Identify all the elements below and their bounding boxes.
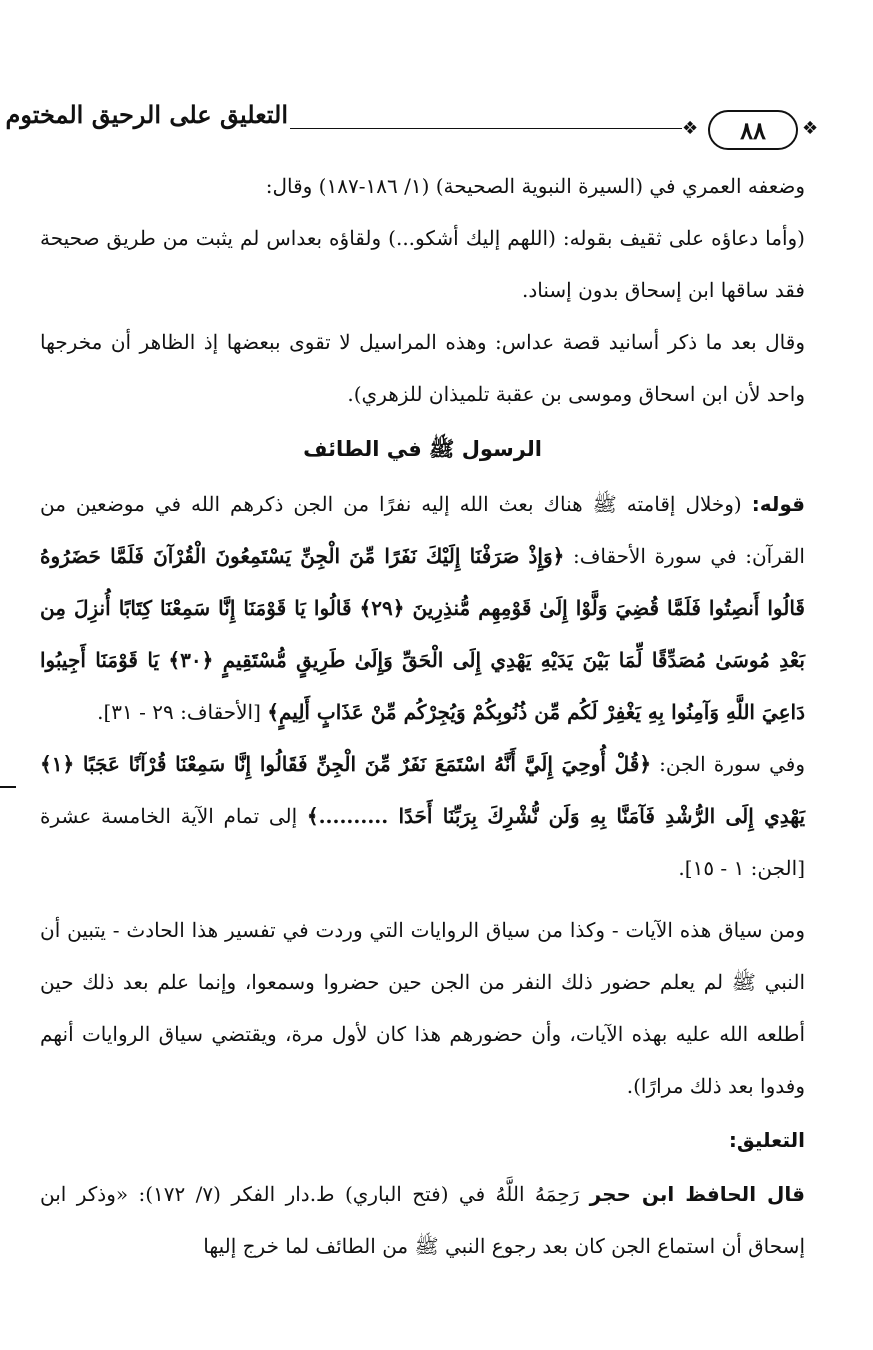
paragraph-7 bbox=[40, 1168, 805, 1272]
page-header bbox=[5, 92, 820, 154]
paragraph-1: وضعفه العمري في (السيرة النبوية الصحيحة) (١/ ١٨٦-١٨٧) وقال: bbox=[265, 174, 805, 198]
paragraph-5 bbox=[40, 738, 805, 894]
ornament-right-icon: ❖ bbox=[802, 118, 819, 139]
quran-verse-jinn: ﴿قُلْ أُوحِيَ إِلَيَّ أَنَّهُ اسْتَمَعَ نَفَرٌ مِّنَ الْجِنِّ فَقَالُوا إِنَّا سَمِعْنَا قُرْآنًا عَجَبًا ﴿١﴾ يَهْدِي إِلَى الرُّشْدِ فَآمَنَّا بِهِ وَلَن نُّشْرِكَ بِرَبِّنَا أَحَدًا ..........﴾ bbox=[40, 752, 806, 828]
body-text bbox=[40, 160, 805, 1272]
paragraph-6: ومن سياق هذه الآيات - وكذا من سياق الروايات التي وردت في تفسير هذا الحادث - يتبين أن النبي ﷺ لم يعلم حضور ذلك النفر من الجن حين حضروا وسمعوا، وإنما علم بعد ذلك حين أطلعه الله عليه بهذه الآيات، وأن حضورهم هذا كان لأول مرة، ويقتضي سياق الروايات أنهم وفدوا بعد ذلك مرارًا). bbox=[40, 918, 805, 1098]
paragraph-7-lead: قال الحافظ ابن حجر bbox=[589, 1182, 805, 1206]
margin-mark bbox=[0, 786, 16, 788]
paragraph-3: وقال بعد ما ذكر أسانيد قصة عداس: وهذه المراسيل لا تقوى ببعضها إذ الظاهر أن مخرجها واحد لأن ابن اسحاق وموسى بن عقبة تلميذان للزهري). bbox=[40, 330, 805, 406]
paragraph-4 bbox=[40, 478, 805, 738]
quran-verse-ahqaf: ﴿وَإِذْ صَرَفْنَا إِلَيْكَ نَفَرًا مِّنَ الْجِنِّ يَسْتَمِعُونَ الْقُرْآنَ فَلَمَّا حَضَرُوهُ قَالُوا أَنصِتُوا فَلَمَّا قُضِيَ وَلَّوْا إِلَىٰ قَوْمِهِم مُّنذِرِينَ ﴿٢٩﴾ قَالُوا يَا قَوْمَنَا إِنَّا سَمِعْنَا كِتَابًا أُنزِلَ مِن بَعْدِ مُوسَىٰ مُصَدِّقًا لِّمَا بَيْنَ يَدَيْهِ يَهْدِي إِلَى الْحَقِّ وَإِلَىٰ طَرِيقٍ مُّسْتَقِيمٍ ﴿٣٠﴾ يَا قَوْمَنَا أَجِيبُوا دَاعِيَ اللَّهِ وَآمِنُوا بِهِ يَغْفِرْ لَكُم مِّن ذُنُوبِكُمْ وَيُجِرْكُم مِّنْ عَذَابٍ أَلِيمٍ﴾ bbox=[40, 544, 805, 724]
paragraph-4-text: (وخلال إقامته ﷺ هناك بعث الله إليه نفرًا من الجن ذكرهم الله في موضعين من القرآن: في سورة الأحقاف: bbox=[40, 492, 805, 568]
page-number: ٨٨ bbox=[708, 110, 798, 150]
book-title: التعليق على الرحيق المختوم bbox=[5, 100, 288, 129]
paragraph-5-text: وفي سورة الجن: bbox=[659, 752, 805, 776]
section-heading: الرسول ﷺ في الطائف bbox=[303, 437, 542, 461]
paragraph-7-text: رَحِمَهُ اللَّهُ في (فتح الباري) ط.دار الفكر (٧/ ١٧٢): «وذكر ابن إسحاق أن استماع الجن كان بعد رجوع النبي ﷺ من الطائف لما خرج إليها bbox=[40, 1182, 805, 1258]
header-rule bbox=[290, 128, 682, 129]
ornament-left-icon: ❖ bbox=[682, 118, 699, 139]
verse-reference-ahqaf: [الأحقاف: ٢٩ - ٣١]. bbox=[97, 700, 261, 724]
verse-reference-jinn: إلى تمام الآية الخامسة عشرة [الجن: ١ - ١٥]. bbox=[40, 804, 805, 880]
paragraph-2: (وأما دعاؤه على ثقيف بقوله: (اللهم إليك أشكو...) ولقاؤه بعداس لم يثبت من طريق صحيحة فقد ساقها ابن إسحاق بدون إسناد. bbox=[40, 226, 805, 302]
comment-heading: التعليق: bbox=[728, 1128, 805, 1152]
quote-lead: قوله: bbox=[751, 492, 805, 516]
